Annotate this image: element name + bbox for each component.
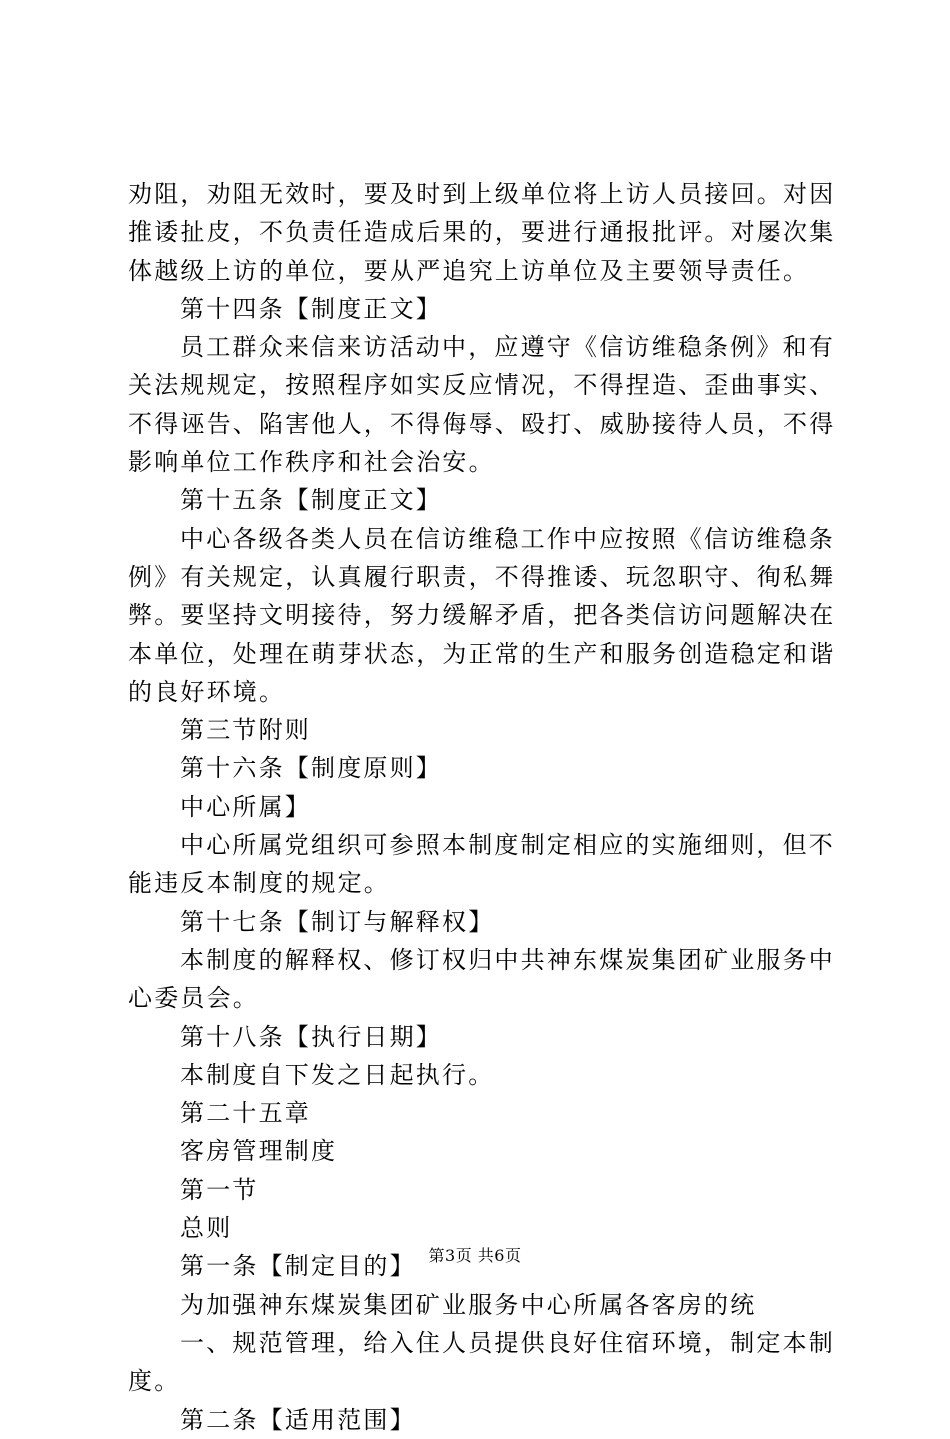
text-line: 总则 [180,1214,233,1243]
text-line: 本制度的解释权、修订权归中共神东煤炭集团矿业服务中 [180,945,835,974]
text-line: 影响单位工作秩序和社会治安。 [128,448,495,477]
text-line: 不得诬告、陷害他人，不得侮辱、殴打、威胁接待人员，不得 [128,409,836,438]
text-line: 关法规规定，按照程序如实反应情况，不得捏造、歪曲事实、 [128,371,836,400]
text-line: 第十七条【制订与解释权】 [180,907,495,936]
text-line: 员工群众来信来访活动中，应遵守《信访维稳条例》和有 [180,333,835,362]
text-line: 第二条【适用范围】 [180,1405,416,1434]
text-line: 弊。要坚持文明接待，努力缓解矛盾，把各类信访问题解决在 [128,601,836,630]
text-line: 为加强神东煤炭集团矿业服务中心所属各客房的统 [180,1290,757,1319]
text-line: 客房管理制度 [180,1137,338,1166]
text-line: 中心所属】 [180,792,311,821]
text-line: 一、规范管理，给入住人员提供良好住宿环境，制定本制 [180,1328,835,1357]
text-line: 能违反本制度的规定。 [128,869,390,898]
page-footer: 第3页 共6页 [428,1246,522,1265]
text-line: 度。 [128,1367,181,1396]
text-line: 第十四条【制度正文】 [180,294,442,323]
text-line: 劝阻，劝阻无效时，要及时到上级单位将上访人员接回。对因 [128,180,836,208]
text-line: 本制度自下发之日起执行。 [180,1060,495,1089]
text-line: 第十六条【制度原则】 [180,754,442,783]
text-line: 推诿扯皮，不负责任造成后果的，要进行通报批评。对屡次集 [128,218,836,247]
text-line: 例》有关规定，认真履行职责，不得推诿、玩忽职守、徇私舞 [128,562,836,591]
text-line: 本单位，处理在萌芽状态，为正常的生产和服务创造稳定和谐 [128,639,836,668]
text-line: 的良好环境。 [128,677,286,706]
text-line: 体越级上访的单位，要从严追究上访单位及主要领导责任。 [128,256,810,285]
text-line: 第三节附则 [180,716,311,745]
text-line: 第二十五章 [180,1099,311,1128]
text-line: 中心所属党组织可参照本制度制定相应的实施细则，但不 [180,831,835,860]
text-line: 中心各级各类人员在信访维稳工作中应按照《信访维稳条 [180,524,835,553]
text-line: 第一条【制定目的】 [180,1252,416,1281]
text-line: 第十八条【执行日期】 [180,1022,442,1051]
text-line: 第一节 [180,1175,259,1204]
text-line: 第十五条【制度正文】 [180,486,442,515]
text-line: 心委员会。 [128,984,259,1013]
